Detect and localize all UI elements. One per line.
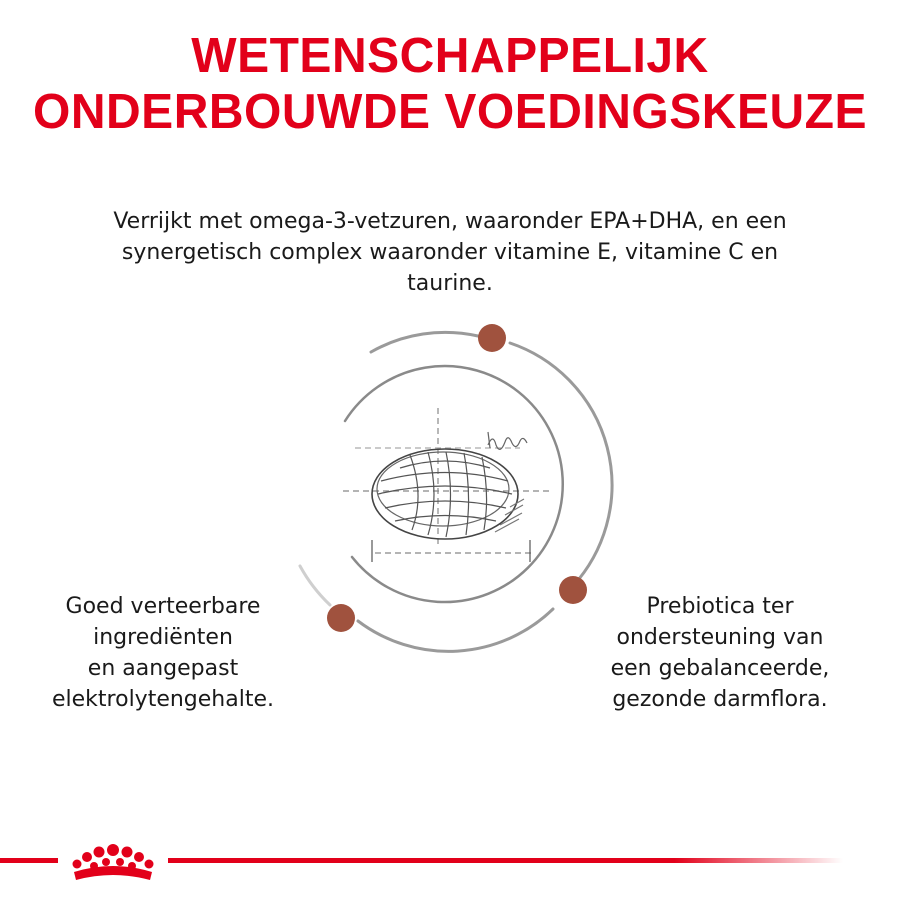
benefit-top-line: taurine.	[407, 271, 493, 296]
benefit-left-line: Goed verteerbare	[65, 594, 261, 619]
benefit-right-line: een gebalanceerde,	[610, 656, 830, 681]
benefit-right-line: Prebiotica ter	[646, 594, 794, 619]
headline-line-2: ONDERBOUWDE VOEDINGSKEUZE	[32, 85, 867, 139]
benefit-left-line: en aangepast	[87, 656, 239, 681]
benefit-right-line: gezonde darmflora.	[612, 687, 828, 712]
benefit-top-line: Verrijkt met omega-3-vetzuren, waaronder EPA+DHA, en een	[113, 209, 787, 234]
benefit-left-line: elektrolytengehalte.	[52, 687, 274, 712]
headline-line-1: WETENSCHAPPELIJK	[191, 29, 709, 83]
benefit-left-line: ingrediënten	[93, 625, 233, 650]
benefit-right-line: ondersteuning van	[616, 625, 824, 650]
crown-logo-icon	[73, 844, 154, 880]
benefit-top-line: synergetisch complex waaronder vitamine E, vitamine C en	[121, 240, 779, 265]
